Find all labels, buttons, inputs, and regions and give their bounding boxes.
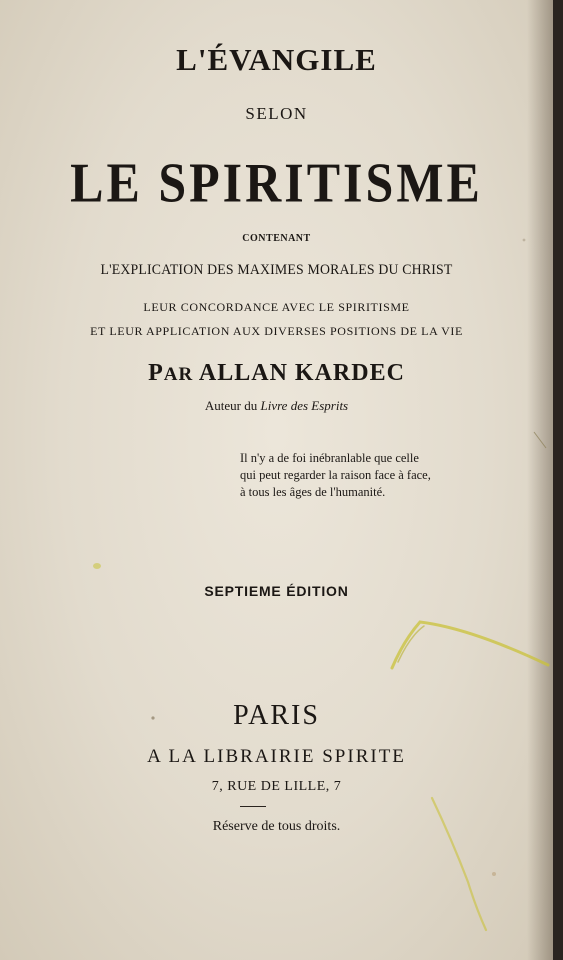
epigraph-line: qui peut regarder la raison face à face, [240,468,431,482]
title-line-2: SELON [245,104,308,123]
page-edge-shadow [527,0,553,960]
main-title: LE SPIRITISME [70,151,483,214]
imprint-address: 7, RUE DE LILLE, 7 [211,779,342,794]
stain-spot [492,872,496,876]
author-prefix-rest: AR [163,364,194,385]
edition-label: SEPTIEME ÉDITION [204,583,349,599]
imprint-city: PARIS [233,700,320,731]
subtitle-line-3: ET LEUR APPLICATION AUX DIVERSES POSITIONS DE LA VIE [90,324,463,338]
stain-streak [432,798,486,930]
author-role: Auteur du [204,398,258,413]
author-prefix-initial: P [148,360,164,386]
epigraph [240,450,431,501]
title-line-1: L'ÉVANGILE [176,42,377,77]
subtitle-line-2: LEUR CONCORDANCE AVEC LE SPIRITISME [143,300,410,314]
author-work: Livre des Esprits [260,398,349,413]
stain-streak [392,622,548,668]
stain-spot [93,563,101,569]
contents-label: CONTENANT [242,233,311,244]
subtitle-line-1: L'EXPLICATION DES MAXIMES MORALES DU CHRIST [100,262,453,278]
author-credit [0,398,553,414]
imprint-publisher: A LA LIBRAIRIE SPIRITE [147,746,406,767]
rights-notice: Réserve de tous droits. [212,819,341,834]
epigraph-line: Il n'y a de foi inébranlable que celle [240,451,419,465]
author-name: ALLAN KARDEC [198,360,405,386]
divider-rule [240,806,266,807]
epigraph-line: à tous les âges de l'humanité. [240,485,386,499]
author-line [0,360,553,387]
stain-streak [398,626,424,662]
